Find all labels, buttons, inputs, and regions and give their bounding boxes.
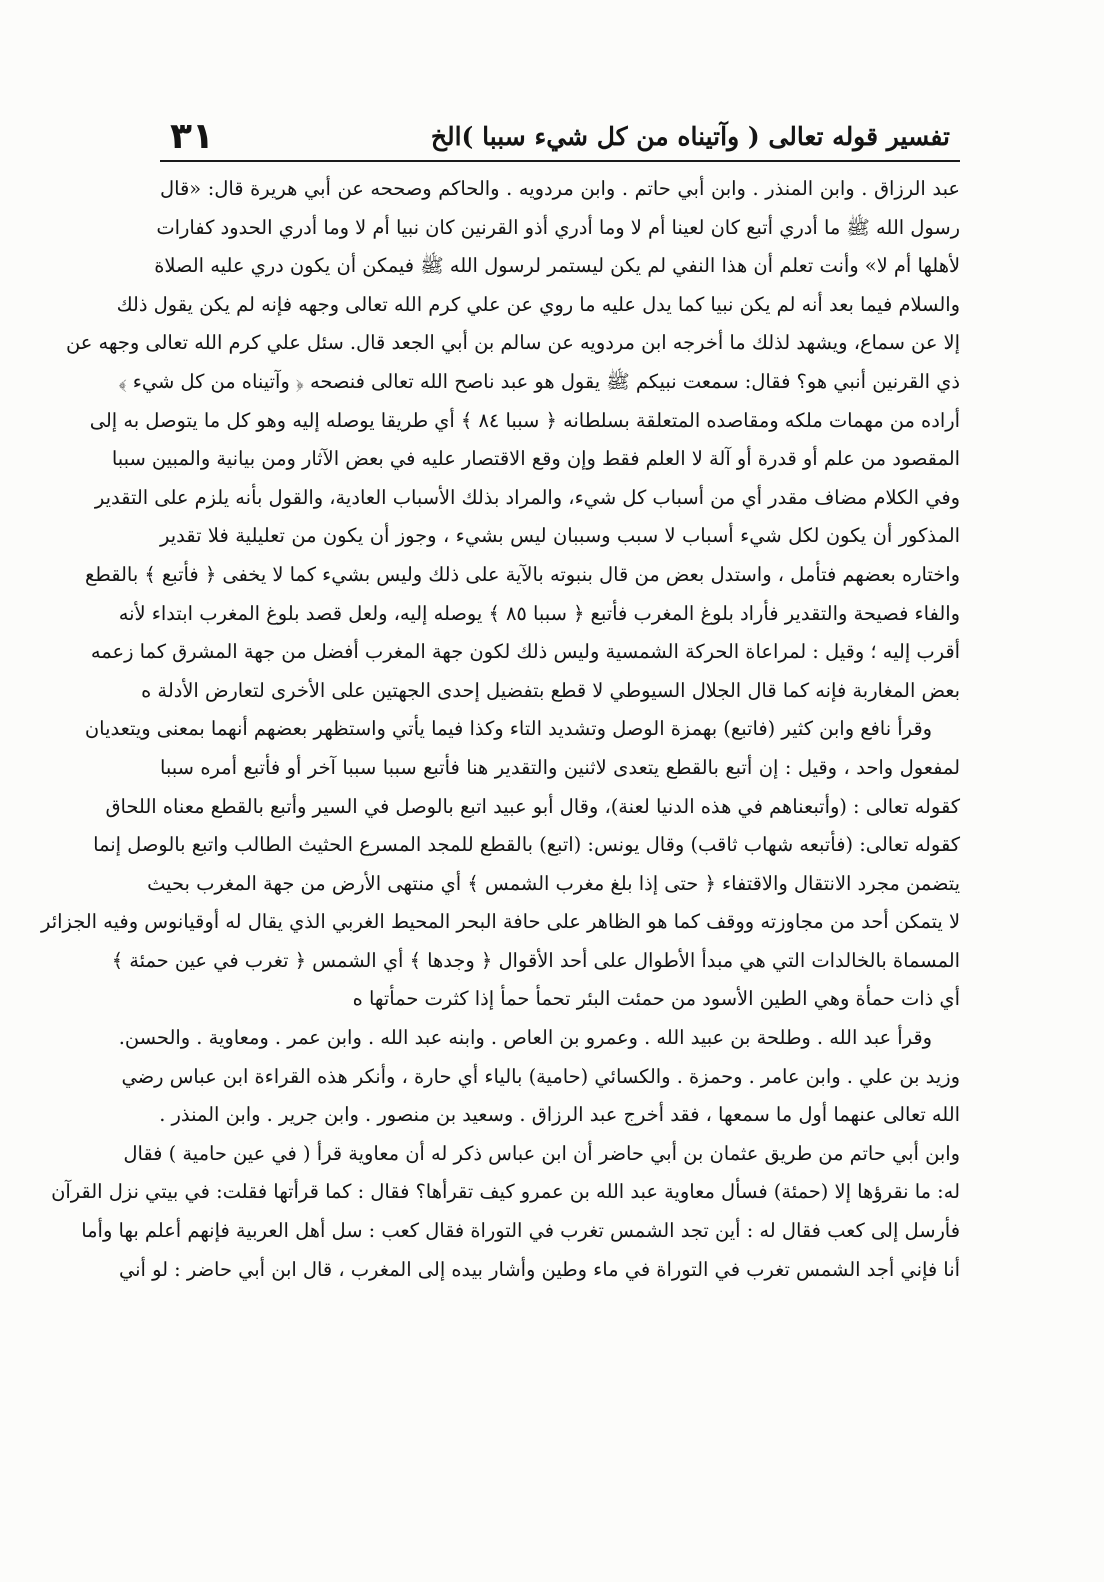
text-line: وقرأ نافع وابن كثير (فاتبع) بهمزة الوصل وتشديد التاء وكذا فيما يأتي واستظهر بعضهم أنهما بمعنى ويتعديان: [84, 717, 932, 741]
text-line: المسماة بالخالدات التي هي مبدأ الأطوال على أحد الأقوال ﴿ وجدها ﴾ أي الشمس ﴿ تغرب في عين حمئة ﴾: [111, 948, 960, 972]
text-line: كقوله تعالى : (وأتبعناهم في هذه الدنيا لعنة)، وقال أبو عبيد اتبع بالوصل في السير وأتبع بالقطع معناه اللحاق: [105, 794, 960, 818]
text-line: يتضمن مجرد الانتقال والاقتفاء ﴿ حتى إذا بلغ مغرب الشمس ﴾ أي منتهى الأرض من جهة المغرب بحيث: [147, 871, 960, 895]
text-line: والفاء فصيحة والتقدير فأراد بلوغ المغرب فأتبع ﴿ سببا ٨٥ ﴾ يوصله إليه، ولعل قصد بلوغ المغرب ابتداء لأنه: [118, 601, 960, 625]
text-line: أراده من مهمات ملكه ومقاصده المتعلقة بسلطانه ﴿ سببا ٨٤ ﴾ أي طريقا يوصله إليه وهو كل ما يتوصل به إلى: [89, 408, 960, 432]
page-number: ٣١: [170, 116, 214, 157]
text-line: وزيد بن علي . وابن عامر . وحمزة . والكسائي (حامية) بالياء أي حارة ، وأنكر هذه القراءة ابن عباس رضي: [121, 1064, 960, 1088]
text-line: والسلام فيما بعد أنه لم يكن نبيا كما يدل عليه ما روي عن علي كرم الله تعالى وجهه فإنه لم يكن يقول ذلك: [116, 292, 960, 316]
text-line: المقصود من علم أو قدرة أو آلة لا العلم فقط وإن وقع الاقتصار عليه في بعض الآثار ومن بيانية والمبين سببا: [111, 447, 960, 471]
text-line: بعض المغاربة فإنه كما قال الجلال السيوطي لا قطع بتفضيل إحدى الجهتين على الأخرى لتعارض الأدلة ه: [141, 678, 960, 702]
text-line: عبد الرزاق . وابن المنذر . وابن أبي حاتم . وابن مردويه . والحاكم وصححه عن أبي هريرة قال: «قال: [160, 177, 960, 200]
text-line: واختاره بعضهم فتأمل ، واستدل بعض من قال بنبوته بالآية على ذلك وليس بشيء كما لا يخفى ﴿ فأتبع ﴾ بالقطع: [84, 562, 960, 586]
header-rule: [160, 160, 960, 162]
text-line: وقرأ عبد الله . وطلحة بن عبيد الله . وعمرو بن العاص . وابنه عبد الله . وابن عمر . ومعاوية . والحسن.: [118, 1026, 932, 1050]
text-line: ذي القرنين أنبي هو؟ فقال: سمعت نبيكم ﷺ يقول هو عبد ناصح الله تعالى فنصحه ﴿ وآتيناه من كل شيء ﴾: [118, 369, 960, 393]
text-line: وابن أبي حاتم من طريق عثمان بن أبي حاضر أن ابن عباس ذكر له أن معاوية قرأ ( في عين حامية ) فقال: [123, 1141, 960, 1165]
text-line: لأهلها أم لا» وأنت تعلم أن هذا النفي لم يكن ليستمر لرسول الله ﷺ فيمكن أن يكون دري عليه الصلاة: [154, 254, 960, 278]
running-title: تفسير قوله تعالى ( وآتيناه من كل شيء سببا )الخ: [430, 122, 950, 151]
text-line: الله تعالى عنهما أول ما سمعها ، فقد أخرج عبد الرزاق . وسعيد بن منصور . وابن جرير . وابن المنذر .: [159, 1103, 960, 1127]
text-line: أنا فإني أجد الشمس تغرب في التوراة في ماء وطين وأشار بيده إلى المغرب ، قال ابن أبي حاضر : لو أني: [118, 1257, 960, 1281]
text-line: أي ذات حمأة وهي الطين الأسود من حمئت البئر تحمأ حمأ إذا كثرت حمأتها ه: [352, 987, 960, 1011]
text-line: المذكور أن يكون لكل شيء أسباب لا سبب وسببان ليس بشيء ، وجوز أن يكون من تعليلية فلا تقدير: [160, 524, 960, 548]
text-line: وفي الكلام مضاف مقدر أي من أسباب كل شيء، والمراد بذلك الأسباب العادية، والقول بأنه يلزم على التقدير: [94, 485, 960, 509]
page-header: [160, 112, 950, 164]
text-line: لمفعول واحد ، وقيل : إن أتبع بالقطع يتعدى لاثنين والتقدير هنا فأتبع سببا سببا آخر أو فأتبع أمره سببا: [160, 755, 960, 779]
text-line: فأرسل إلى كعب فقال له : أين تجد الشمس تغرب في التوراة فقال كعب : سل أهل العربية فإنهم أعلم بها وأما: [81, 1219, 960, 1243]
text-line: أقرب إليه ؛ وقيل : لمراعاة الحركة الشمسية وليس ذلك لكون جهة المغرب أفضل من جهة المشرق كما زعمه: [90, 640, 960, 664]
text-line: كقوله تعالى: (فأتبعه شهاب ثاقب) وقال يونس: (اتبع) بالقطع للمجد المسرع الحثيث الطالب واتبع بالوصل إنما: [93, 833, 960, 857]
text-line: لا يتمكن أحد من مجاوزته ووقف كما هو الظاهر على حافة البحر المحيط الغربي الذي يقال له أوقيانوس وفيه الجزائر: [41, 910, 960, 934]
text-line: له: ما نقرؤها إلا (حمئة) فسأل معاوية عبد الله بن عمرو كيف تقرأها؟ فقال : كما قرأتها فقلت: في بيتي نزل القرآن: [51, 1180, 960, 1204]
text-line: إلا عن سماع، ويشهد لذلك ما أخرجه ابن مردويه عن سالم بن أبي الجعد قال. سئل علي كرم الله تعالى وجهه عن: [66, 331, 960, 355]
page-body: [41, 170, 960, 1289]
text-line: رسول الله ﷺ ما أدري أتبع كان لعينا أم لا وما أدري أذو القرنين كان نبيا أم لا وما أدري الحدود كفارات: [156, 215, 960, 239]
